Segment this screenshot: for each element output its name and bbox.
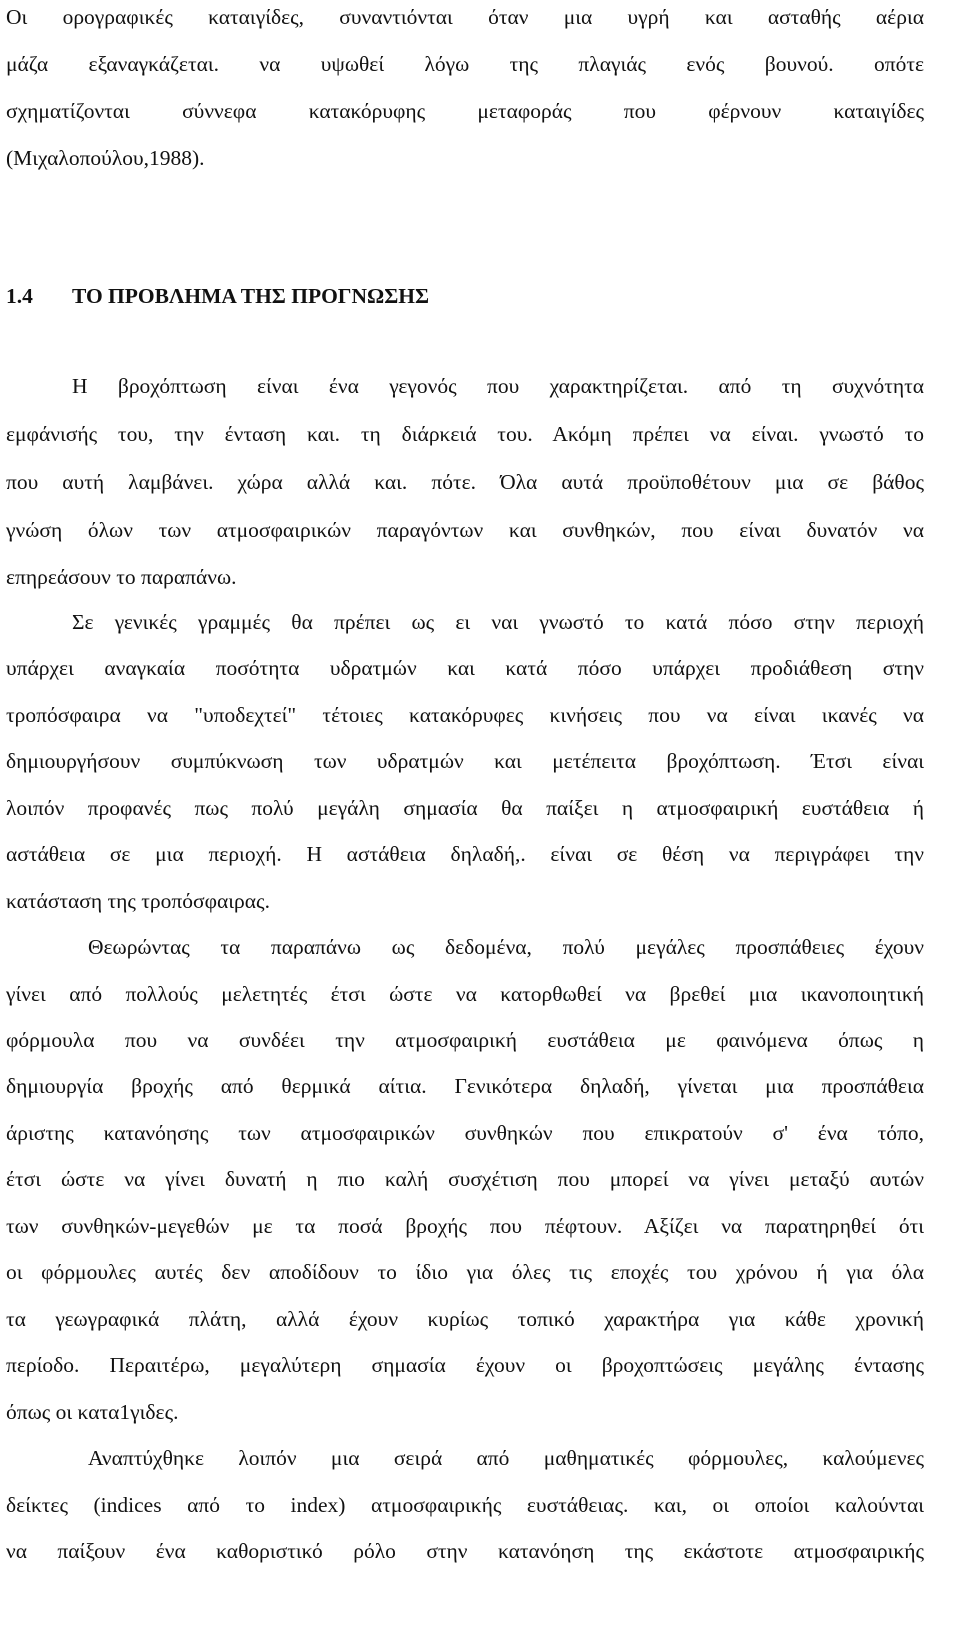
text-line: μάζα εξαναγκάζεται. να υψωθεί λόγω της πλαγιάς ενός βουνού. οπότε	[6, 52, 924, 76]
text-line: δημιουργήσουν συμπύκνωση των υδρατμών και μετέπειτα βροχόπτωση. Έτσι είναι	[6, 749, 924, 773]
text-line: δημιουργία βροχής από θερμικά αίτια. Γενικότερα δηλαδή, γίνεται μια προσπάθεια	[6, 1074, 924, 1098]
text-line: Αναπτύχθηκε λοιπόν μια σειρά από μαθηματικές φόρμουλες, καλούμενες	[88, 1446, 924, 1470]
text-line: γίνει από πολλούς μελετητές έτσι ώστε να κατορθωθεί να βρεθεί μια ικανοποιητική	[6, 982, 924, 1006]
section-number: 1.4	[6, 284, 33, 308]
text-line: να παίξουν ένα καθοριστικό ρόλο στην κατανόηση της εκάστοτε ατμοσφαιρικής	[6, 1539, 924, 1563]
text-line: φόρμουλα που να συνδέει την ατμοσφαιρική ευστάθεια με φαινόμενα όπως η	[6, 1028, 924, 1052]
text-line: Σε γενικές γραμμές θα πρέπει ως ει ναι γνωστό το κατά πόσο στην περιοχή	[72, 610, 924, 634]
section-heading	[6, 283, 429, 309]
text-line: Οι ορογραφικές καταιγίδες, συναντιόνται όταν μια υγρή και ασταθής αέρια	[6, 5, 924, 29]
text-line: που αυτή λαμβάνει. χώρα αλλά και. πότε. Όλα αυτά προϋποθέτουν μια σε βάθος	[6, 470, 924, 494]
text-line: άριστης κατανόησης των ατμοσφαιρικών συνθηκών που επικρατούν σ' ένα τόπο,	[6, 1121, 924, 1145]
text-line: τα γεωγραφικά πλάτη, αλλά έχουν κυρίως τοπικό χαρακτήρα για κάθε χρονική	[6, 1307, 924, 1331]
text-line: επηρεάσουν το παραπάνω.	[6, 565, 237, 589]
text-line: εμφάνισής του, την ένταση και. τη διάρκειά του. Ακόμη πρέπει να είναι. γνωστό το	[6, 422, 924, 446]
text-line: (Μιχαλοπούλου,1988).	[6, 146, 205, 170]
text-line: όπως οι κατα1γιδες.	[6, 1400, 179, 1424]
text-line: Η βροχόπτωση είναι ένα γεγονός που χαρακτηρίζεται. από τη συχνότητα	[72, 374, 924, 398]
text-line: Θεωρώντας τα παραπάνω ως δεδομένα, πολύ μεγάλες προσπάθειες έχουν	[88, 935, 924, 959]
text-line: αστάθεια σε μια περιοχή. Η αστάθεια δηλαδή,. είναι σε θέση να περιγράφει την	[6, 842, 924, 866]
text-line: έτσι ώστε να γίνει δυνατή η πιο καλή συσχέτιση που μπορεί να γίνει μεταξύ αυτών	[6, 1167, 924, 1191]
text-line: οι φόρμουλες αυτές δεν αποδίδουν το ίδιο για όλες τις εποχές του χρόνου ή για όλα	[6, 1260, 924, 1284]
text-line: των συνθηκών-μεγεθών με τα ποσά βροχής που πέφτουν. Αξίζει να παρατηρηθεί ότι	[6, 1214, 924, 1238]
text-line: γνώση όλων των ατμοσφαιρικών παραγόντων και συνθηκών, που είναι δυνατόν να	[6, 518, 924, 542]
text-line: περίοδο. Περαιτέρω, μεγαλύτερη σημασία έχουν οι βροχοπτώσεις μεγάλης έντασης	[6, 1353, 924, 1377]
text-line: δείκτες (indices από το index) ατμοσφαιρικής ευστάθειας. και, οι οποίοι καλούνται	[6, 1493, 924, 1517]
text-line: σχηματίζονται σύννεφα κατακόρυφης μεταφοράς που φέρνουν καταιγίδες	[6, 99, 924, 123]
text-line: τροπόσφαιρα να "υποδεχτεί" τέτοιες κατακόρυφες κινήσεις που να είναι ικανές να	[6, 703, 924, 727]
text-line: λοιπόν προφανές πως πολύ μεγάλη σημασία θα παίξει η ατμοσφαιρική ευστάθεια ή	[6, 796, 924, 820]
text-line: υπάρχει αναγκαία ποσότητα υδρατμών και κατά πόσο υπάρχει προδιάθεση στην	[6, 656, 924, 680]
text-line: κατάσταση της τροπόσφαιρας.	[6, 889, 270, 913]
section-title: ΤΟ ΠΡΟΒΛΗΜΑ ΤΗΣ ΠΡΟΓΝΩΣΗΣ	[72, 284, 430, 308]
